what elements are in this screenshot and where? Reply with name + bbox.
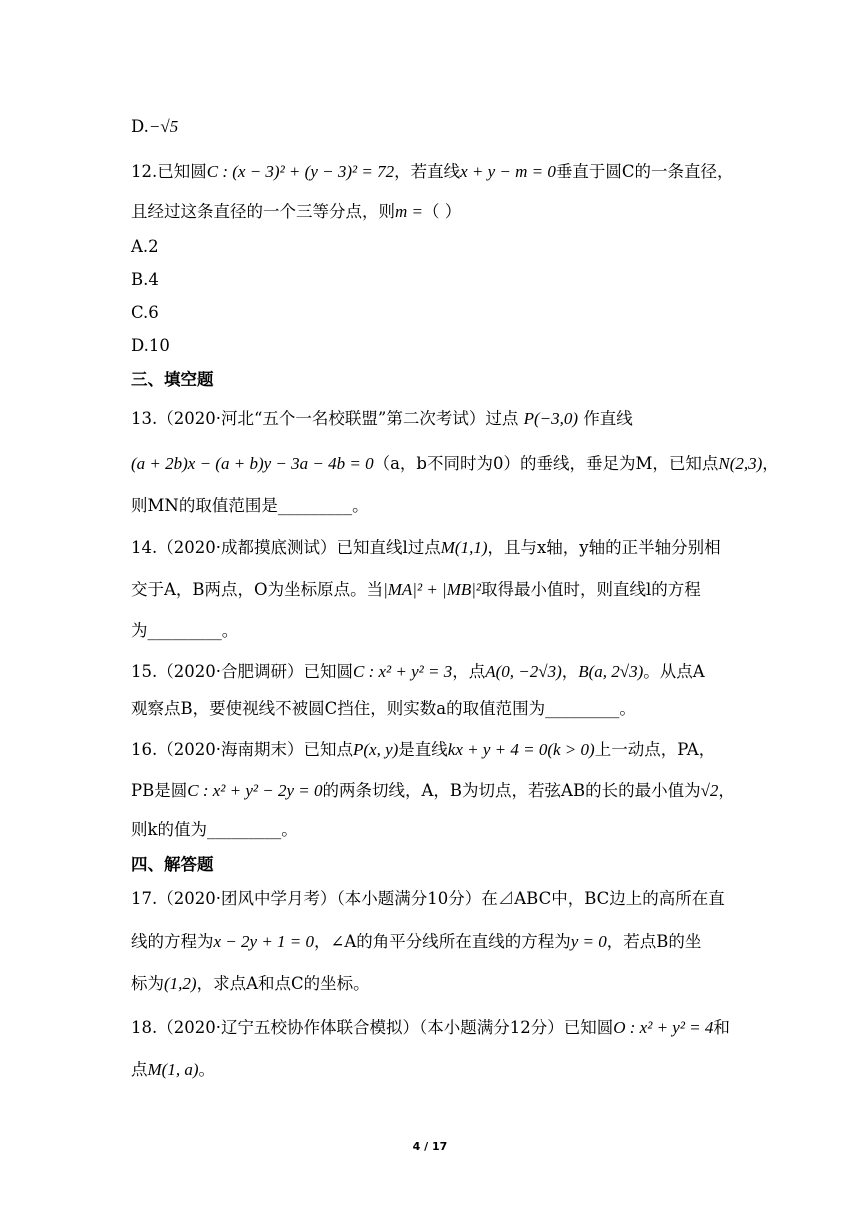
text-segment: 观察点B，要使视线不被圆C挡住，则实数a的取值范围为_________。 [131, 699, 636, 718]
text-line [131, 301, 159, 325]
text-segment: B.4 [131, 270, 159, 289]
text-segment: 为_________。 [131, 621, 239, 640]
text-line [131, 536, 721, 560]
text-segment: 。从点A [643, 662, 705, 681]
text-line [131, 160, 734, 184]
math-expression: N(2,3) [718, 454, 763, 473]
text-segment: 点 [131, 1060, 148, 1079]
text-line [131, 268, 159, 292]
text-segment: 15.（2020·合肥调研）已知圆 [131, 662, 353, 681]
math-expression: P(−3,0) [523, 409, 579, 428]
text-segment: ，点 [452, 662, 486, 681]
text-line [131, 738, 715, 762]
text-segment: C.6 [131, 303, 159, 322]
text-segment: ，若点B的坐 [606, 932, 702, 951]
text-segment: 则k的值为_________。 [131, 820, 298, 839]
text-segment: D. [131, 117, 149, 136]
text-line [131, 1058, 215, 1082]
text-segment: D.10 [131, 336, 170, 355]
text-segment: 线的方程为 [131, 932, 214, 951]
math-expression: (a + 2b)x − (a + b)y − 3a − 4b = 0 [131, 454, 374, 473]
text-segment: ， [762, 454, 779, 473]
text-segment: A.2 [131, 237, 159, 256]
text-line [131, 578, 701, 602]
text-segment: 和 [713, 1018, 730, 1037]
section-heading [131, 368, 214, 392]
text-segment: ， [561, 662, 579, 681]
text-line [131, 619, 238, 643]
math-expression: |MA|² + |MB|² [383, 580, 482, 599]
text-segment: 的两条切线，A，B为切点，若弦AB的长的最小值为 [322, 781, 701, 800]
text-segment: PB是圆 [131, 781, 188, 800]
text-line [131, 660, 705, 684]
text-segment: 交于A，B两点，O为坐标原点。当 [131, 580, 384, 599]
text-segment: 三、填空题 [131, 370, 214, 389]
math-expression: C : x² + y² − 2y = 0 [187, 781, 323, 800]
text-segment: 垂直于圆C的一条直径， [555, 162, 734, 181]
math-expression: P(x, y) [352, 740, 399, 759]
math-expression: √2 [700, 781, 719, 800]
text-segment: 上一动点，PA， [594, 740, 716, 759]
text-segment: 17.（2020·团风中学月考）（本小题满分10分）在⊿ABC中，BC边上的高所在直 [131, 889, 725, 908]
math-expression: kx + y + 4 = 0(k > 0) [447, 740, 595, 759]
section-heading [131, 853, 214, 877]
math-expression: M(1, a) [147, 1060, 199, 1079]
text-line [131, 452, 779, 476]
text-segment: ，∠A的角平分线所在直线的方程为 [314, 932, 571, 951]
math-expression: B(a, 2√3) [578, 662, 644, 681]
text-segment: ，且与x轴，y轴的正半轴分别相 [487, 538, 721, 557]
text-segment: 且经过这条直径的一个三等分点，则 [131, 202, 395, 221]
text-segment: 13.（2020·河北“五个一名校联盟”第二次考试）过点 [131, 409, 524, 428]
text-segment: 是直线 [398, 740, 448, 759]
math-expression: y = 0 [570, 932, 607, 951]
text-line [131, 407, 633, 431]
math-expression: m = [395, 202, 423, 221]
math-expression: x − 2y + 1 = 0 [213, 932, 315, 951]
text-line [131, 334, 170, 358]
text-segment: 14.（2020·成都摸底测试）已知直线l过点 [131, 538, 441, 557]
text-segment: 作直线 [578, 409, 633, 428]
text-segment: 18.（2020·辽宁五校协作体联合模拟）（本小题满分12分）已知圆 [131, 1018, 614, 1037]
text-line [131, 887, 725, 911]
text-segment: 12.已知圆 [131, 162, 207, 181]
text-segment: 标为 [131, 974, 164, 993]
text-segment: 。 [198, 1060, 215, 1079]
math-expression: A(0, −2√3) [485, 662, 562, 681]
text-line [131, 697, 636, 721]
text-segment: 取得最小值时，则直线l的方程 [481, 580, 701, 599]
text-line [131, 115, 178, 139]
text-segment: 则MN的取值范围是_________。 [131, 496, 369, 515]
text-segment: （ ） [423, 202, 462, 221]
text-segment: 16.（2020·海南期末）已知点 [131, 740, 353, 759]
math-expression: C : x² + y² = 3 [352, 662, 453, 681]
page-number: 4 / 17 [412, 1140, 448, 1153]
text-segment: ，若直线 [394, 162, 461, 181]
text-line [131, 779, 735, 803]
text-segment: 四、解答题 [131, 855, 214, 874]
math-expression: (1,2) [164, 974, 197, 993]
text-segment: ，求点A和点C的坐标。 [196, 974, 370, 993]
text-segment: ， [718, 781, 735, 800]
text-line [131, 972, 370, 996]
text-line [131, 930, 701, 954]
text-line [131, 1016, 730, 1040]
math-expression: C : (x − 3)² + (y − 3)² = 72 [206, 162, 395, 181]
text-line [131, 818, 298, 842]
math-expression: O : x² + y² = 4 [613, 1018, 714, 1037]
text-line [131, 200, 461, 224]
math-expression: −√5 [148, 117, 179, 136]
math-expression: x + y − m = 0 [460, 162, 556, 181]
text-line [131, 235, 159, 259]
math-expression: M(1,1) [440, 538, 488, 557]
text-line [131, 494, 369, 518]
text-segment: （a，b不同时为0）的垂线，垂足为M，已知点 [373, 454, 719, 473]
